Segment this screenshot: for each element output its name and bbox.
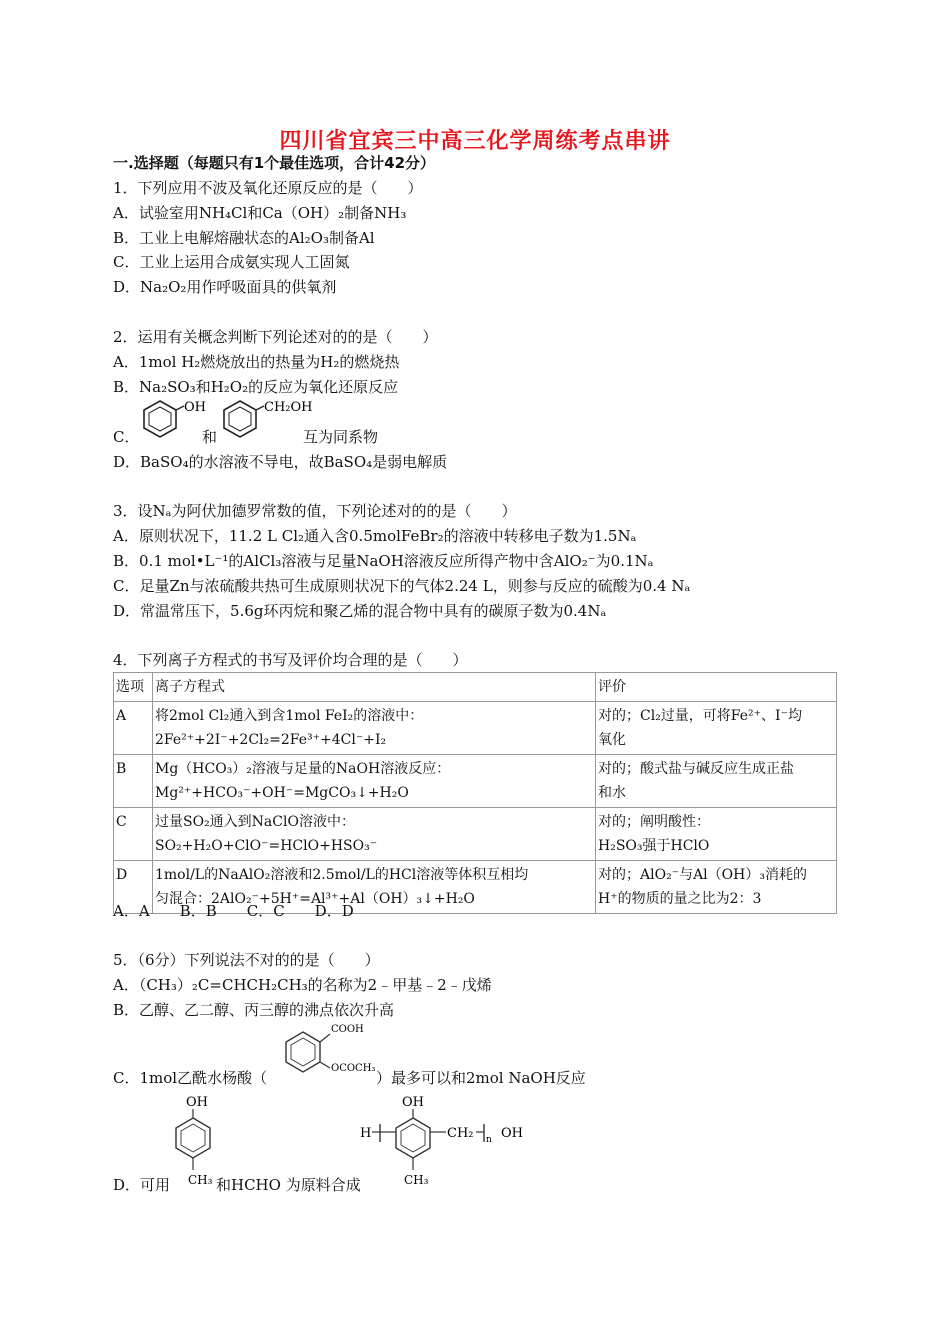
row-option: D [114, 861, 153, 914]
aspirin-ococh3-label: OCOCH₃ [331, 1063, 376, 1074]
evaluation-line: 和水 [598, 785, 626, 801]
q5-option-c-prefix: C．1mol乙酰水杨酸（ [113, 1069, 268, 1087]
header-equation: 离子方程式 [153, 673, 596, 702]
aspirin-structure [278, 1018, 378, 1083]
q5-option-d-prefix: D．可用 [113, 1176, 171, 1194]
equation-line: 过量SO₂通入到NaClO溶液中： [155, 814, 355, 830]
row-evaluation [596, 702, 837, 755]
header-evaluation: 评价 [596, 673, 837, 702]
phenol-structure [138, 398, 208, 443]
evaluation-line: H₂SO₃强于HClO [598, 838, 710, 854]
cresol-ch3-label: CH₃ [188, 1173, 213, 1187]
row-evaluation [596, 755, 837, 808]
polymer-h-label: H [360, 1126, 372, 1141]
q4-answers: A．A B．B C．C D．D [113, 902, 354, 920]
equation-line: 将2mol Cl₂通入到含1mol FeI₂的溶液中： [155, 708, 424, 724]
evaluation-line: 对的；酸式盐与碱反应生成正盐 [598, 761, 794, 777]
table-row [114, 808, 837, 861]
evaluation-line: 对的；阐明酸性： [598, 814, 710, 830]
q4-table [113, 672, 837, 914]
q1-stem: 1．下列应用不波及氧化还原反应的是（ ） [113, 179, 423, 197]
table-row [114, 755, 837, 808]
polymer-end-oh-label: OH [501, 1126, 523, 1141]
evaluation-line: 氧化 [598, 732, 626, 748]
q5-stem: 5．（6分）下列说法不对的的是（ ） [113, 951, 380, 969]
polymer-ch3-label: CH₃ [404, 1173, 429, 1187]
phenol-oh-label: OH [184, 400, 206, 415]
header-option: 选项 [114, 673, 153, 702]
q2-stem: 2．运用有关概念判断下列论述对的的是（ ） [113, 328, 438, 346]
polymer-structure [358, 1090, 533, 1195]
q3-option-d: D．常温常压下，5.6g环丙烷和聚乙烯的混合物中具有的碳原子数为0.4Nₐ [113, 602, 607, 620]
q5-option-a: A．（CH₃）₂C=CHCH₂CH₃的名称为2﹣甲基﹣2﹣戊烯 [113, 976, 492, 994]
section-heading: 一.选择题（每题只有1个最佳选项，合计42分） [113, 154, 436, 172]
q1-option-b: B．工业上电解熔融状态的Al₂O₃制备Al [113, 229, 375, 247]
evaluation-line: 对的；Cl₂过量，可将Fe²⁺、I⁻均 [598, 708, 802, 724]
equation-line: Mg²⁺+HCO₃⁻+OH⁻=MgCO₃↓+H₂O [155, 785, 409, 801]
cresol-oh-label: OH [186, 1095, 208, 1110]
polymer-ch2-label: CH₂ [447, 1126, 474, 1141]
q3-stem: 3．设Nₐ为阿伏加德罗常数的值，下列论述对的的是（ ） [113, 502, 517, 520]
row-equation [153, 808, 596, 861]
table-row [114, 702, 837, 755]
evaluation-line: 对的；AlO₂⁻与Al（OH）₃消耗的 [598, 867, 807, 883]
equation-line: 2Fe²⁺+2I⁻+2Cl₂=2Fe³⁺+4Cl⁻+I₂ [155, 732, 387, 748]
table-header-row [114, 673, 837, 702]
page-title: 四川省宜宾三中高三化学周练考点串讲 [279, 129, 671, 154]
q1-option-d: D．Na₂O₂用作呼吸面具的供氧剂 [113, 278, 337, 296]
q1-option-c: C．工业上运用合成氨实现人工固氮 [113, 253, 350, 271]
equation-line: 1mol/L的NaAlO₂溶液和2.5mol/L的HCl溶液等体积互相均 [155, 867, 529, 883]
evaluation-line: H⁺的物质的量之比为2：3 [598, 891, 762, 907]
p-cresol-structure [166, 1090, 221, 1195]
q2-option-c-and: 和 [202, 428, 218, 446]
equation-line: Mg（HCO₃）₂溶液与足量的NaOH溶液反应： [155, 761, 451, 777]
q5-option-c-suffix: ）最多可以和2mol NaOH反应 [376, 1069, 586, 1087]
q4-stem: 4．下列离子方程式的书写及评价均合理的是（ ） [113, 651, 468, 669]
row-evaluation [596, 861, 837, 914]
equation-line: SO₂+H₂O+ClO⁻=HClO+HSO₃⁻ [155, 838, 378, 854]
q2-option-c-prefix: C． [113, 428, 140, 446]
q2-option-c-suffix: 互为同系物 [303, 428, 379, 446]
aspirin-cooh-label: COOH [331, 1024, 364, 1035]
row-option: A [114, 702, 153, 755]
polymer-oh-label: OH [402, 1095, 424, 1110]
q1-option-a: A．试验室用NH₄Cl和Ca（OH）₂制备NH₃ [113, 204, 407, 222]
benzyl-ch2oh-label: CH₂OH [264, 400, 313, 415]
benzyl-alcohol-structure [218, 398, 313, 443]
row-option: B [114, 755, 153, 808]
row-equation [153, 755, 596, 808]
row-option: C [114, 808, 153, 861]
polymer-n-label: n [486, 1135, 492, 1145]
equation-line: 匀混合：2AlO₂⁻+5H⁺=Al³⁺+Al（OH）₃↓+H₂O [155, 891, 475, 907]
row-evaluation [596, 808, 837, 861]
q5-option-b: B．乙醇、乙二醇、丙三醇的沸点依次升高 [113, 1001, 395, 1019]
q2-option-d: D．BaSO₄的水溶液不导电，故BaSO₄是弱电解质 [113, 453, 448, 471]
q2-option-a: A．1mol H₂燃烧放出的热量为H₂的燃烧热 [113, 353, 400, 371]
q2-option-b: B．Na₂SO₃和H₂O₂的反应为氧化还原反应 [113, 378, 399, 396]
q3-option-a: A．原则状况下，11.2 L Cl₂通入含0.5molFeBr₂的溶液中转移电子数为1.5Nₐ [113, 527, 637, 545]
q3-option-c: C．足量Zn与浓硫酸共热可生成原则状况下的气体2.24 L，则参与反应的硫酸为0.4 Nₐ [113, 577, 691, 595]
q5-option-d-mid: 和HCHO 为原料合成 [216, 1176, 361, 1194]
q3-option-b: B．0.1 mol•L⁻¹的AlCl₃溶液与足量NaOH溶液反应所得产物中含AlO₂⁻为0.1Nₐ [113, 552, 654, 570]
row-equation [153, 702, 596, 755]
